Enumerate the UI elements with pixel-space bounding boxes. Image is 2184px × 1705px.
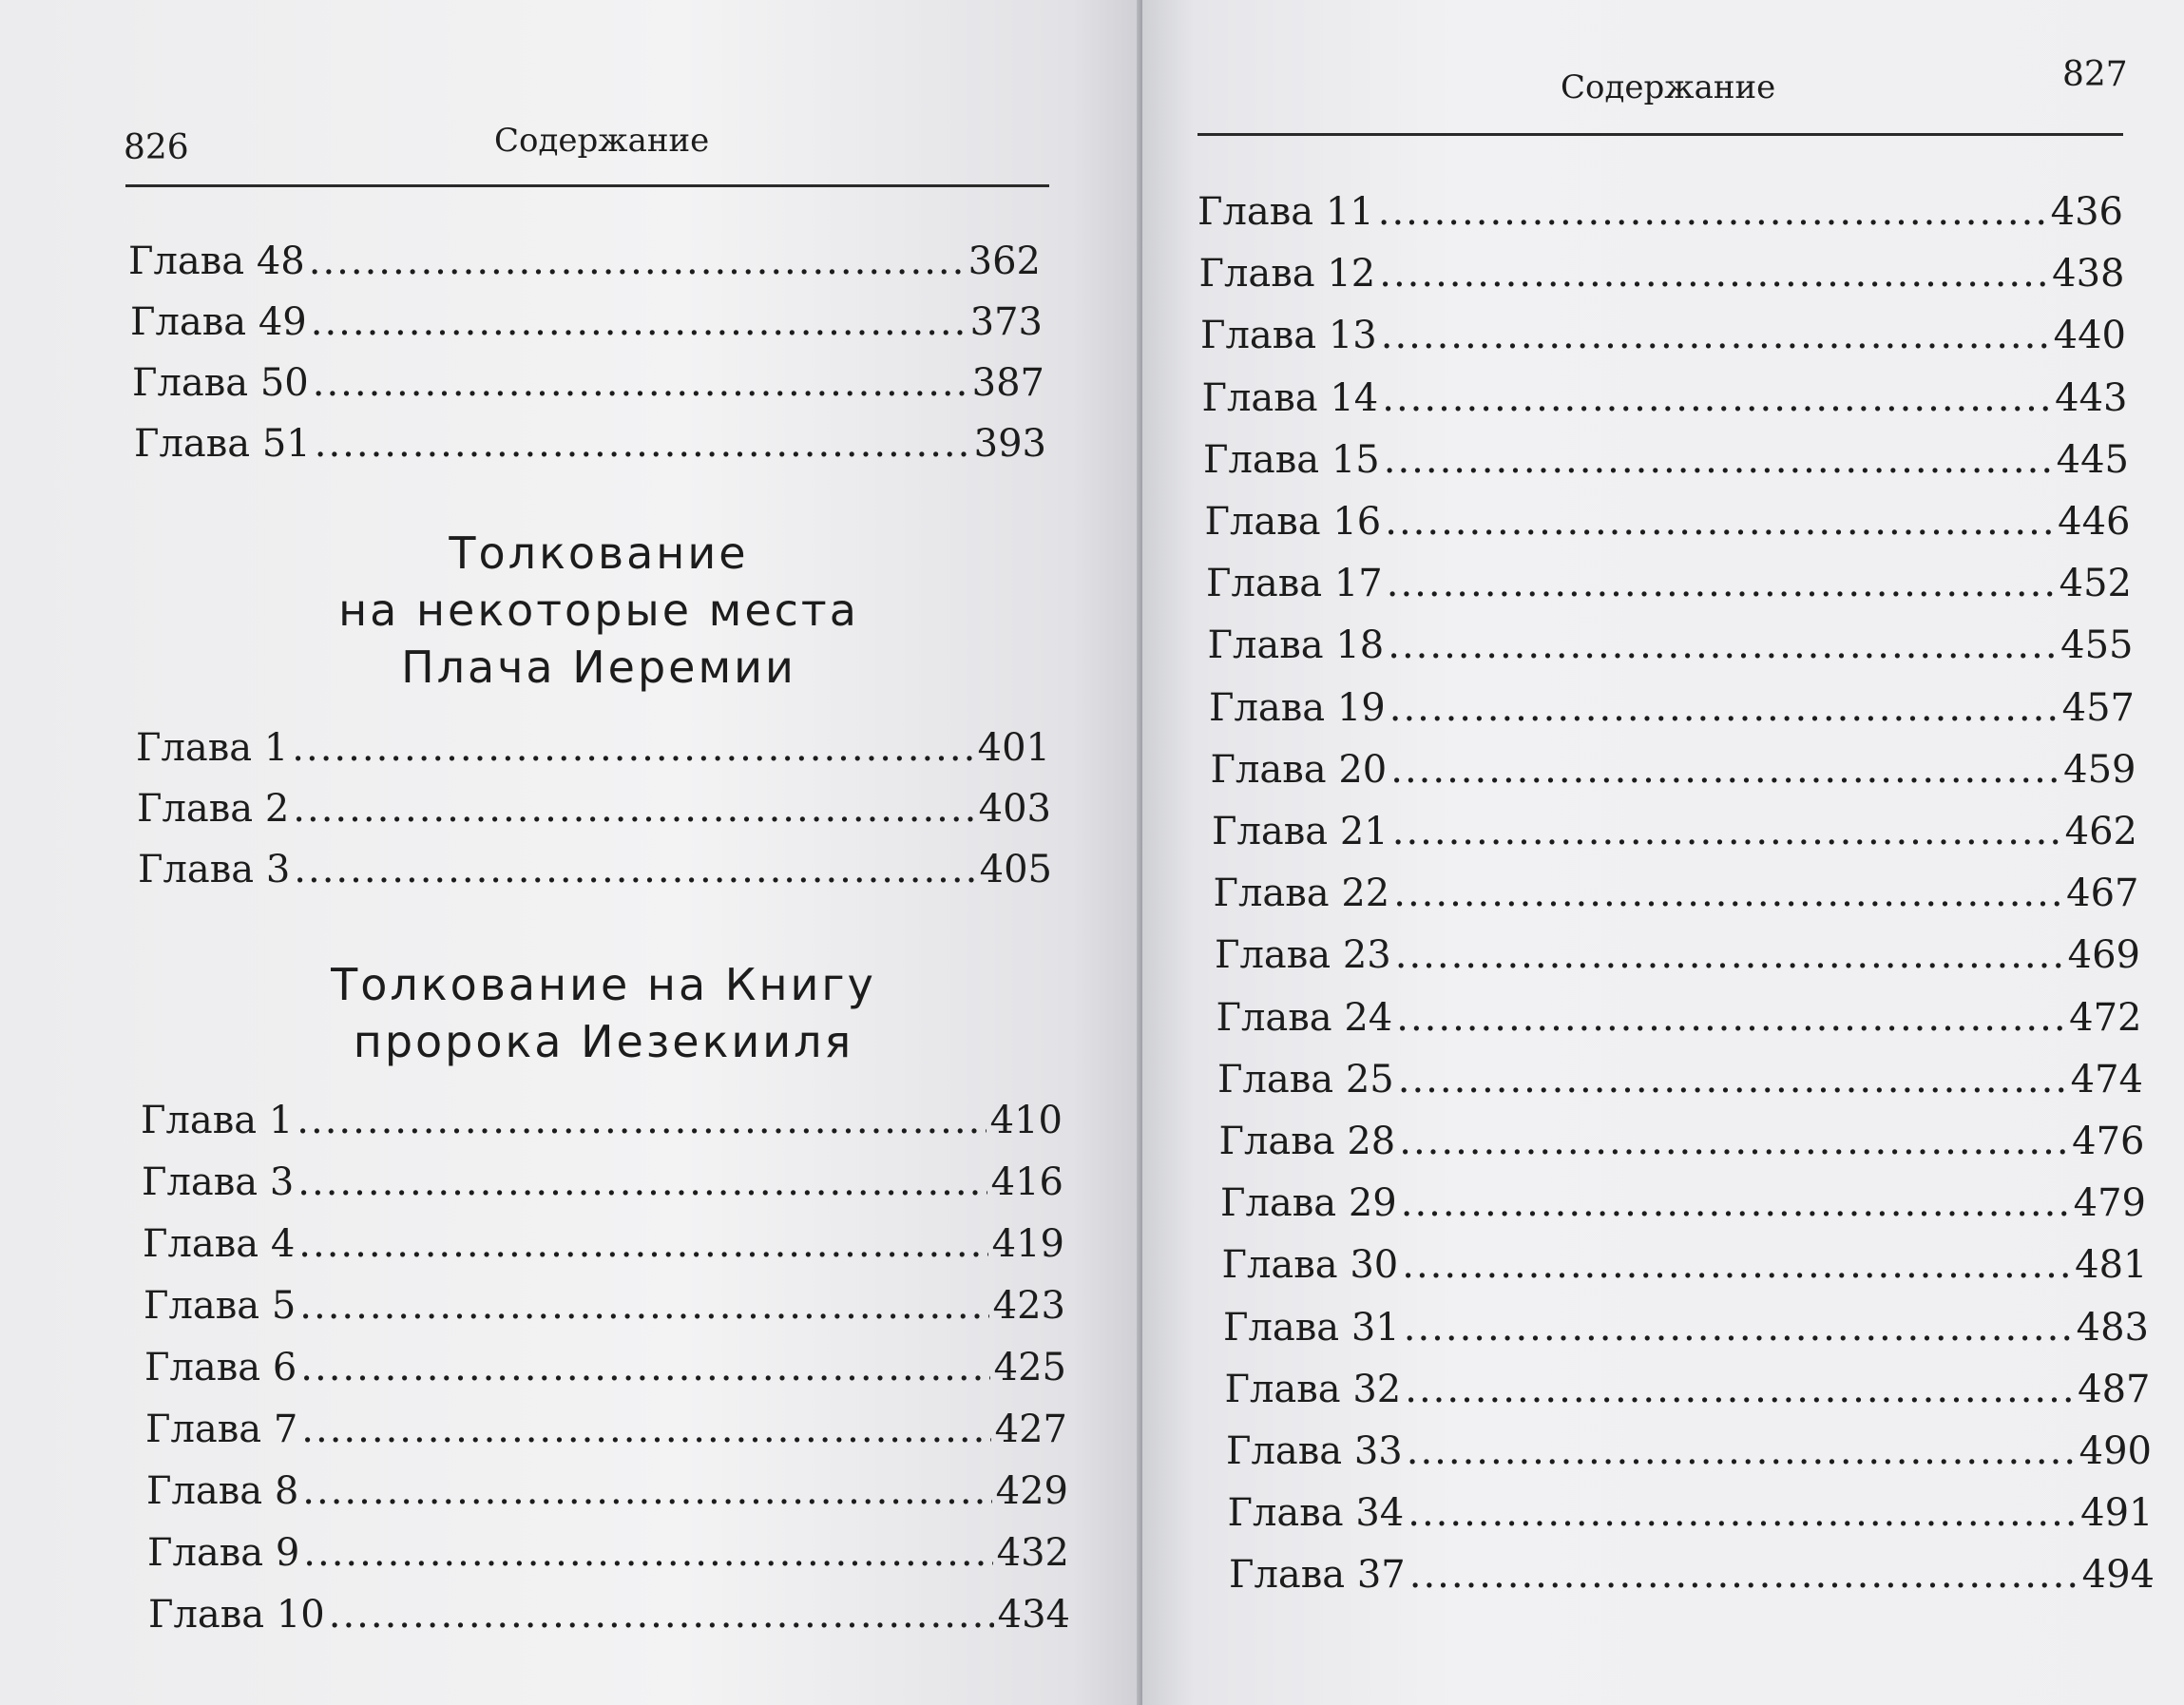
left-page-number: 826 xyxy=(124,128,189,167)
toc-leader-dots xyxy=(292,722,973,774)
toc-entry-label: Глава 9 xyxy=(147,1531,300,1575)
section-title-line: Плача Иеремии xyxy=(401,642,796,693)
toc-entry-label: Глава 22 xyxy=(1213,872,1390,916)
toc-entry xyxy=(1206,558,2132,609)
toc-leader-dots xyxy=(302,1466,991,1517)
toc-entry-page: 459 xyxy=(2063,747,2136,792)
toc-entry xyxy=(1220,1178,2146,1229)
toc-entry-page: 427 xyxy=(994,1408,1067,1451)
toc-entry-label: Глава 8 xyxy=(146,1469,299,1513)
toc-leader-dots xyxy=(313,357,968,409)
toc-entry xyxy=(143,1218,1064,1270)
toc-leader-dots xyxy=(293,783,974,834)
section-title-line: пророка Иезекииля xyxy=(353,1016,854,1067)
toc-entry-label: Глава 10 xyxy=(148,1593,325,1637)
toc-entry xyxy=(1215,929,2140,981)
toc-entry-label: Глава 7 xyxy=(145,1408,298,1451)
toc-entry xyxy=(141,1095,1063,1146)
toc-entry-label: Глава 16 xyxy=(1204,500,1382,544)
toc-entry-page: 467 xyxy=(2066,872,2139,916)
toc-leader-dots xyxy=(1382,373,2051,424)
toc-entry xyxy=(145,1404,1067,1455)
toc-leader-dots xyxy=(1398,1054,2067,1105)
toc-entry-label: Глава 3 xyxy=(142,1160,295,1204)
toc-leader-dots xyxy=(1401,1178,2070,1229)
toc-leader-dots xyxy=(1381,310,2050,361)
toc-entry-label: Глава 25 xyxy=(1217,1057,1394,1102)
toc-entry xyxy=(144,1280,1065,1331)
toc-leader-dots xyxy=(1387,558,2056,609)
toc-leader-dots xyxy=(301,1404,990,1455)
toc-leader-dots xyxy=(1399,1116,2068,1167)
toc-entry xyxy=(132,357,1044,409)
toc-leader-dots xyxy=(299,1280,988,1331)
right-page-header-title: Содержание xyxy=(1561,68,1776,106)
toc-entry-label: Глава 49 xyxy=(130,300,307,344)
toc-leader-dots xyxy=(329,1589,994,1640)
toc-entry-page: 403 xyxy=(978,787,1051,831)
toc-entry xyxy=(1211,744,2136,795)
toc-entry xyxy=(1222,1239,2148,1291)
section-title-line: Толкование на Книгу xyxy=(331,959,876,1010)
toc-leader-dots xyxy=(1407,1426,2076,1477)
toc-entry xyxy=(147,1527,1069,1579)
toc-entry xyxy=(142,1157,1063,1208)
right-page xyxy=(1142,0,2184,1705)
toc-entry-page: 401 xyxy=(977,726,1050,770)
toc-entry-page: 410 xyxy=(989,1099,1063,1142)
toc-entry-page: 494 xyxy=(2081,1553,2155,1598)
left-page-header-title: Содержание xyxy=(494,122,710,160)
section-title-ezekiel xyxy=(238,956,969,1070)
toc-entry-label: Глава 19 xyxy=(1209,685,1386,730)
toc-entry xyxy=(1202,373,2128,424)
toc-entry-label: Глава 11 xyxy=(1197,190,1374,234)
toc-entry-page: 469 xyxy=(2067,933,2140,978)
toc-entry-label: Глава 34 xyxy=(1227,1491,1405,1536)
toc-entry-label: Глава 1 xyxy=(136,726,289,770)
toc-entry-page: 476 xyxy=(2072,1120,2145,1163)
toc-entry xyxy=(1208,620,2134,671)
toc-entry xyxy=(1229,1549,2155,1600)
toc-entry xyxy=(1199,248,2125,299)
toc-entry-page: 462 xyxy=(2064,810,2137,853)
toc-entry xyxy=(1200,310,2126,361)
toc-entry xyxy=(134,418,1046,469)
toc-entry xyxy=(138,844,1052,895)
toc-entry-page: 457 xyxy=(2061,685,2135,730)
toc-entry xyxy=(137,783,1051,834)
toc-entry xyxy=(130,297,1043,348)
toc-entry xyxy=(1203,434,2129,486)
toc-leader-dots xyxy=(294,844,975,895)
right-header-rule xyxy=(1197,133,2123,136)
toc-leader-dots xyxy=(300,1342,989,1393)
toc-leader-dots xyxy=(1409,1549,2079,1600)
toc-leader-dots xyxy=(298,1218,987,1270)
toc-entry-page: 490 xyxy=(2079,1429,2152,1473)
section-title-line: на некоторые места xyxy=(338,584,859,636)
toc-entry-page: 474 xyxy=(2070,1057,2143,1102)
toc-entry-label: Глава 3 xyxy=(138,848,291,891)
toc-entry-label: Глава 13 xyxy=(1200,314,1377,358)
toc-entry-page: 387 xyxy=(971,361,1044,405)
toc-entry-label: Глава 2 xyxy=(137,787,290,831)
toc-entry xyxy=(136,722,1050,774)
toc-entry-label: Глава 4 xyxy=(143,1222,296,1266)
toc-leader-dots xyxy=(1390,744,2059,795)
toc-entry xyxy=(1225,1364,2151,1415)
toc-entry xyxy=(1209,682,2135,734)
toc-leader-dots xyxy=(315,418,970,469)
toc-entry-label: Глава 23 xyxy=(1215,933,1391,978)
toc-entry xyxy=(1212,806,2137,857)
toc-entry xyxy=(1228,1487,2154,1539)
toc-entry-label: Глава 51 xyxy=(134,422,311,466)
toc-entry xyxy=(1217,992,2142,1044)
toc-entry-label: Глава 21 xyxy=(1212,810,1389,853)
left-header-rule xyxy=(125,184,1049,187)
toc-entry-label: Глава 20 xyxy=(1210,747,1388,792)
toc-entry-page: 452 xyxy=(2059,562,2132,606)
toc-entry xyxy=(144,1342,1066,1393)
section-title-line: Толкование xyxy=(449,527,749,579)
toc-entry-label: Глава 14 xyxy=(1201,375,1379,420)
toc-entry-label: Глава 1 xyxy=(141,1099,294,1142)
toc-entry-page: 436 xyxy=(2050,190,2123,234)
toc-leader-dots xyxy=(1385,496,2054,547)
toc-entry-label: Глава 18 xyxy=(1207,623,1385,668)
toc-leader-dots xyxy=(1389,682,2059,734)
toc-leader-dots xyxy=(309,236,965,287)
section-title-lamentations xyxy=(238,525,960,696)
toc-entry-page: 446 xyxy=(2058,500,2131,544)
toc-entry-page: 472 xyxy=(2069,995,2142,1040)
toc-leader-dots xyxy=(1379,248,2048,299)
toc-entry xyxy=(1217,1054,2143,1105)
toc-entry-label: Глава 48 xyxy=(128,239,305,283)
toc-entry-label: Глава 33 xyxy=(1226,1429,1403,1473)
toc-entry-label: Глава 37 xyxy=(1229,1553,1406,1598)
toc-entry-page: 491 xyxy=(2080,1491,2154,1536)
toc-entry-page: 373 xyxy=(969,300,1043,344)
toc-leader-dots xyxy=(1392,806,2061,857)
toc-entry-page: 425 xyxy=(993,1346,1066,1389)
toc-entry-page: 362 xyxy=(967,239,1041,283)
toc-entry-label: Глава 30 xyxy=(1221,1243,1399,1288)
toc-entry-page: 481 xyxy=(2075,1243,2148,1288)
toc-entry-page: 434 xyxy=(997,1593,1070,1637)
toc-entry-page: 479 xyxy=(2073,1181,2146,1226)
toc-entry xyxy=(1226,1426,2152,1477)
toc-entry-page: 393 xyxy=(973,422,1046,466)
toc-entry xyxy=(146,1466,1068,1517)
toc-entry-page: 483 xyxy=(2076,1305,2149,1350)
toc-entry-label: Глава 50 xyxy=(132,361,309,405)
toc-entry-page: 429 xyxy=(995,1469,1068,1513)
toc-entry-label: Глава 6 xyxy=(144,1346,297,1389)
toc-entry xyxy=(1219,1116,2145,1167)
toc-entry-label: Глава 28 xyxy=(1218,1120,1396,1163)
toc-entry-page: 432 xyxy=(996,1531,1069,1575)
toc-entry-page: 440 xyxy=(2053,314,2126,358)
toc-entry-page: 455 xyxy=(2060,623,2134,668)
toc-entry-label: Глава 24 xyxy=(1216,995,1393,1040)
toc-entry xyxy=(1223,1302,2149,1353)
toc-leader-dots xyxy=(297,1095,986,1146)
toc-entry-label: Глава 5 xyxy=(144,1284,297,1328)
toc-leader-dots xyxy=(1396,992,2065,1044)
toc-leader-dots xyxy=(1408,1487,2077,1539)
toc-entry xyxy=(148,1589,1070,1640)
right-page-number: 827 xyxy=(2062,55,2128,94)
toc-entry-label: Глава 32 xyxy=(1224,1367,1402,1411)
toc-entry-label: Глава 31 xyxy=(1223,1305,1400,1350)
toc-entry xyxy=(1205,496,2131,547)
toc-entry-page: 445 xyxy=(2056,437,2129,482)
toc-entry-label: Глава 12 xyxy=(1198,252,1376,297)
toc-leader-dots xyxy=(1402,1239,2071,1291)
toc-entry xyxy=(1197,186,2123,238)
toc-entry-label: Глава 17 xyxy=(1206,562,1383,606)
toc-leader-dots xyxy=(1393,868,2062,919)
toc-entry-page: 423 xyxy=(992,1284,1065,1328)
toc-entry xyxy=(128,236,1041,287)
toc-leader-dots xyxy=(303,1527,992,1579)
toc-entry-page: 438 xyxy=(2052,252,2125,297)
toc-entry-page: 405 xyxy=(979,848,1052,891)
toc-leader-dots xyxy=(1378,186,2047,238)
toc-leader-dots xyxy=(1388,620,2057,671)
toc-entry-label: Глава 15 xyxy=(1203,437,1380,482)
toc-leader-dots xyxy=(311,297,967,348)
toc-leader-dots xyxy=(1384,434,2053,486)
toc-entry-page: 416 xyxy=(990,1160,1063,1204)
toc-leader-dots xyxy=(1395,929,2064,981)
toc-entry-page: 487 xyxy=(2078,1367,2151,1411)
toc-entry-page: 419 xyxy=(991,1222,1064,1266)
toc-leader-dots xyxy=(1404,1302,2073,1353)
toc-leader-dots xyxy=(1405,1364,2074,1415)
toc-entry xyxy=(1214,868,2139,919)
toc-leader-dots xyxy=(297,1157,987,1208)
toc-entry-page: 443 xyxy=(2055,375,2128,420)
toc-entry-label: Глава 29 xyxy=(1220,1181,1397,1226)
